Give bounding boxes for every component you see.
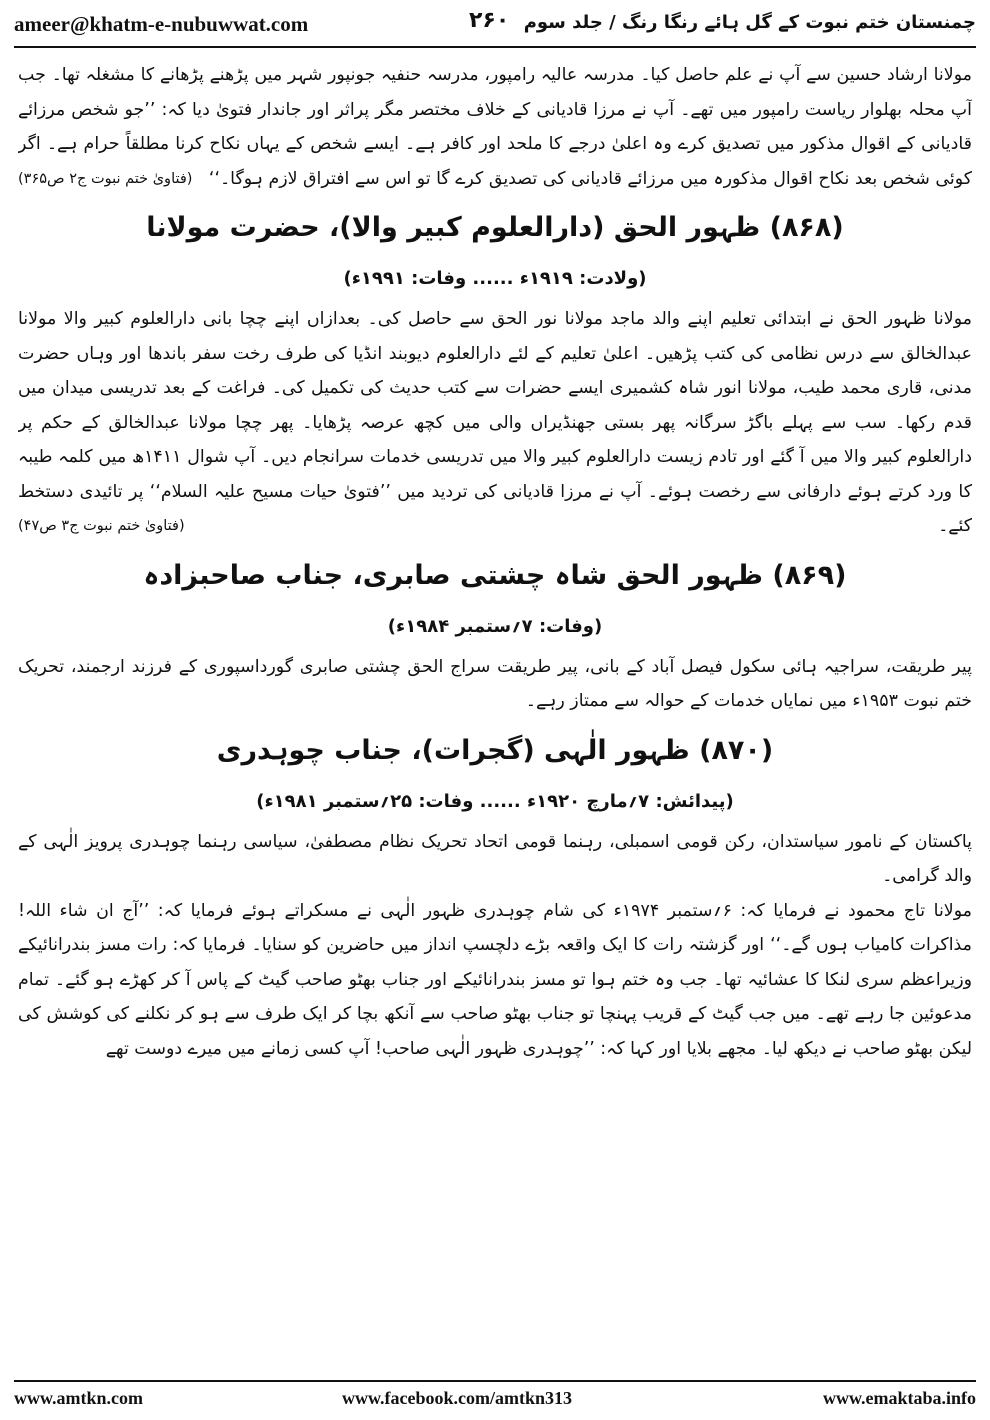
intro-reference: (فتاویٰ ختم نبوت ج۲ ص۳۶۵) xyxy=(18,170,193,187)
page-footer xyxy=(14,1384,976,1414)
book-title: چمنستان ختم نبوت کے گل ہائے رنگا رنگ / جلد سوم xyxy=(523,12,976,33)
entry-paragraph-870-b xyxy=(18,894,972,1067)
intro-paragraph xyxy=(18,58,972,196)
footer-link-amtkn[interactable]: www.amtkn.com xyxy=(14,1388,143,1408)
entry-paragraph-868 xyxy=(18,302,972,544)
header-divider xyxy=(14,46,976,48)
entry-reference-868: (فتاویٰ ختم نبوت ج۳ ص۴۷) xyxy=(18,518,185,534)
page-body xyxy=(18,58,972,1370)
entry-text-870-a: پاکستان کے نامور سیاستدان، رکن قومی اسمبلی، رہنما قومی اتحاد تحریک نظام مصطفیٰ، سیاسی رہنما چوہدری پرویز الٰہی کے والد گرامی۔ xyxy=(18,831,972,886)
entry-title-870: (۸۷۰) ظہور الٰہی (گجرات)، جناب چوہدری xyxy=(216,734,774,766)
entry-text-870-b: مولانا تاج محمود نے فرمایا کہ: ۶؍ستمبر ۱۹۷۴ء کی شام چوہدری ظہور الٰہی نے مسکراتے ہوئے فرمایا کہ: ’’آج ان شاء اللہ! مذاکرات کامیاب ہوں گے۔‘‘ اور گزشتہ رات کا ایک واقعہ بڑے دلچسپ انداز میں حاضرین کو سنایا۔ فرمایا کہ: رات مسز بندرانائیکے وزیراعظم سری لنکا کا عشائیہ تھا۔ جب وہ ختم ہوا تو مسز بندرانائیکے اور جناب بھٹو صاحب گیٹ کے پاس آ کر کھڑے ہو گئے۔ تمام مدعوئین جا رہے تھے۔ میں جب گیٹ کے قریب پہنچا تو جناب بھٹو صاحب سے آنکھ بچا کر ایک طرف سے ہو کر نکلنے کی کوشش کی لیکن بھٹو صاحب نے دیکھ لیا۔ مجھے بلایا اور کہا کہ: ’’چوہدری ظہور الٰہی صاحب! آپ کسی زمانے میں میرے دوست تھے xyxy=(18,900,972,1059)
intro-text: مولانا ارشاد حسین سے آپ نے علم حاصل کیا۔ مدرسہ عالیہ رامپور، مدرسہ حنفیہ جونپور شہر میں پڑھنے پڑھانے کا مشغلہ تھا۔ جب آپ محلہ بھلوار ریاست رامپور میں تھے۔ آپ نے مرزا قادیانی کے خلاف مختصر مگر پراثر اور جاندار فتویٰ دیا کہ: ’’جو شخص مرزائے قادیانی کے اقوال مذکور میں تصدیق کرے وہ اعلیٰ درجے کا ملحد اور کافر ہے۔ ایسے شخص کے یہاں نکاح کرنا مطلقاً حرام ہے۔ اگر کوئی شخص بعد نکاح اقوال مذکورہ میں مرزائے قادیانی کی تصدیق کرے گا تو اس سے افتراق لازم ہوگا۔‘‘ xyxy=(18,65,972,189)
entry-dates-868: (ولادت: ۱۹۱۹ء ...... وفات: ۱۹۹۱ء) xyxy=(343,268,647,289)
entry-title-869: (۸۶۹) ظہور الحق شاہ چشتی صابری، جناب صاحبزادہ xyxy=(143,559,847,591)
page-number: ۲۶۰ xyxy=(469,8,510,33)
entry-dates-870: (پیدائش: ۷؍مارچ ۱۹۲۰ء ...... وفات: ۲۵؍ستمبر ۱۹۸۱ء) xyxy=(256,790,734,812)
entry-title-868: (۸۶۸) ظہور الحق (دارالعلوم کبیر والا)، حضرت مولانا xyxy=(146,212,844,243)
entry-text-868: مولانا ظہور الحق نے ابتدائی تعلیم اپنے والد ماجد مولانا نور الحق سے حاصل کی۔ بعدازاں اپنے چچا بانی دارالعلوم کبیر والا مولانا عبدالخالق سے درس نظامی کی کتب پڑھیں۔ اعلیٰ تعلیم کے لئے دارالعلوم دیوبند انڈیا کی طرف رخت سفر باندھا اور وہاں حضرت مدنی، قاری محمد طیب، مولانا انور شاہ کشمیری ایسے حضرات سے کتب حدیث کی تکمیل کی۔ فراغت کے بعد تدریسی میدان میں قدم رکھا۔ سب سے پہلے باگڑ سرگانہ پھر بستی جھنڈیراں والی میں کچھ عرصہ پڑھایا۔ پھر چچا مولانا عبدالخالق کے حکم پر دارالعلوم کبیر والا میں آ گئے اور تادم زیست دارالعلوم کبیر والا میں تدریسی خدمات سرانجام دیں۔ آپ شوال ۱۴۱۱ھ میں کلمہ طیبہ کا ورد کرتے ہوئے دارفانی سے رخصت ہوئے۔ آپ نے مرزا قادیانی کی تردید میں ’’فتویٰ حیات مسیح علیہ السلام‘‘ پر تائیدی دستخط کئے۔ xyxy=(18,309,972,536)
footer-link-emaktaba[interactable]: www.emaktaba.info xyxy=(822,1388,976,1408)
page-header xyxy=(14,8,976,42)
entry-text-869: پیر طریقت، سراجیہ ہائی سکول فیصل آباد کے بانی، پیر طریقت سراج الحق چشتی صابری گورداسپوری کے فرزند ارجمند، تحریک ختم نبوت ۱۹۵۳ء میں نمایاں خدمات کے حوالہ سے ممتاز رہے۔ xyxy=(18,656,972,711)
entry-dates-869: (وفات: ۷؍ستمبر ۱۹۸۴ء) xyxy=(387,615,603,637)
entry-paragraph-870-a xyxy=(18,825,972,894)
entry-paragraph-869 xyxy=(18,650,972,719)
footer-link-facebook[interactable]: www.facebook.com/amtkn313 xyxy=(342,1388,572,1408)
header-email: ameer@khatm-e-nubuwwat.com xyxy=(14,12,309,36)
footer-divider xyxy=(14,1380,976,1382)
